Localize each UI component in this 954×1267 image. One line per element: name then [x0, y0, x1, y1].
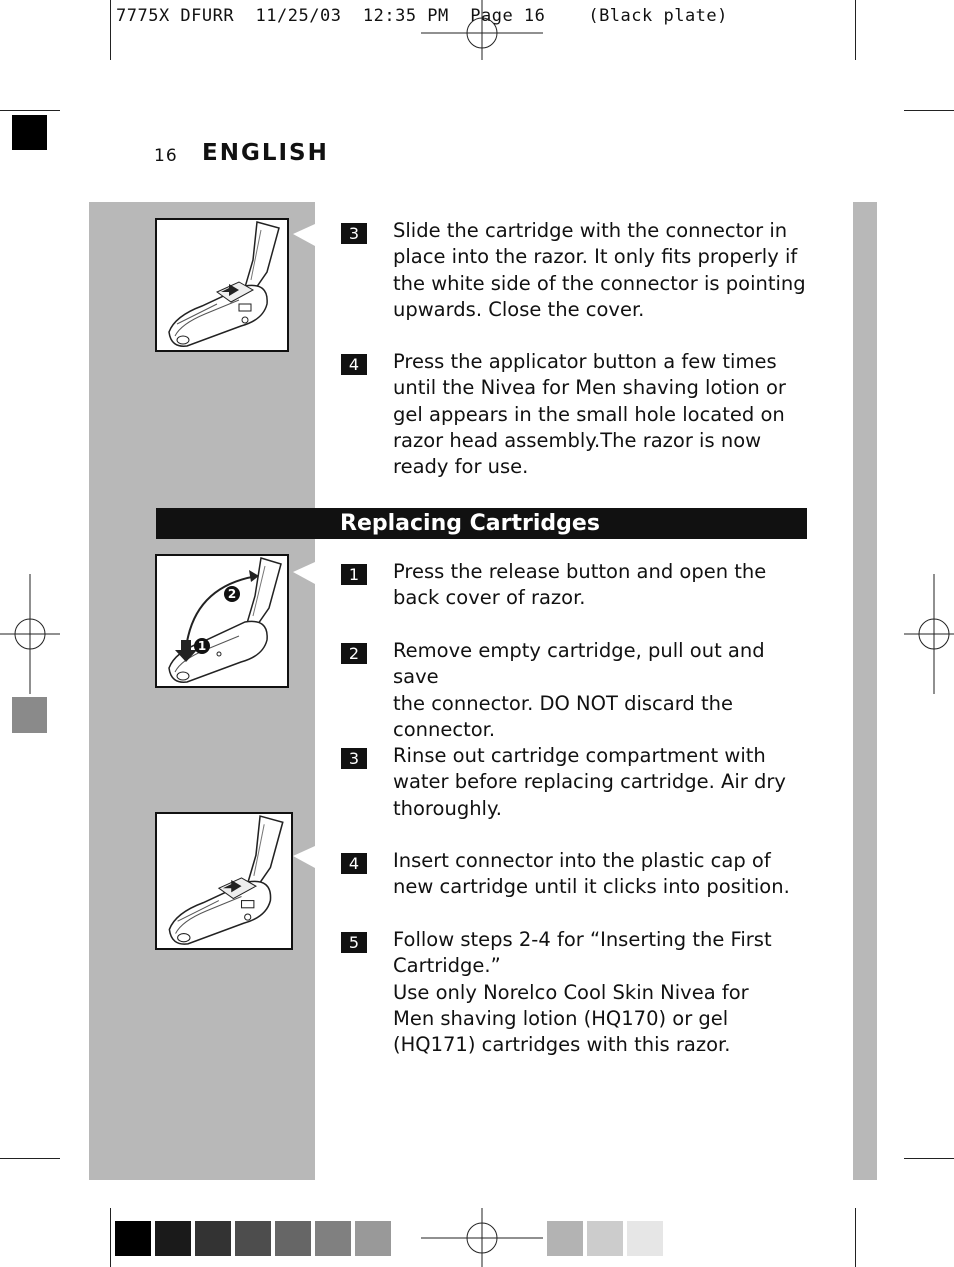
- step-line: place into the razor. It only fits properly if: [393, 245, 798, 269]
- gray-swatch: [627, 1221, 663, 1256]
- step-line: Follow steps 2-4 for “Inserting the First: [393, 928, 772, 951]
- step-line: Use only Norelco Cool Skin Nivea for: [393, 980, 749, 1004]
- gray-tone-block: [12, 697, 47, 733]
- step-text: [393, 927, 813, 1058]
- step-line: Men shaving lotion (HQ170) or gel: [393, 1006, 729, 1030]
- crop-mark: [0, 1158, 60, 1159]
- crop-mark: [110, 0, 111, 60]
- gray-swatch: [115, 1221, 151, 1256]
- step-number: 2: [341, 643, 367, 664]
- registration-mark-left: [0, 574, 60, 694]
- gray-swatch: [547, 1221, 583, 1256]
- gray-swatch: [275, 1221, 311, 1256]
- gray-swatch: [235, 1221, 271, 1256]
- step-line: back cover of razor.: [393, 586, 586, 610]
- crop-mark: [110, 1208, 111, 1267]
- step-line: (HQ171) cartridges with this razor.: [393, 1033, 731, 1057]
- step-number: 3: [341, 223, 367, 244]
- printer-slug: 7775X DFURR 11/25/03 12:35 PM Page 16 (Black plate): [116, 6, 728, 26]
- black-tone-block: [12, 115, 47, 150]
- step-text: [393, 218, 813, 323]
- step-line: the connector. DO NOT discard the: [393, 691, 733, 715]
- step-number: 3: [341, 748, 367, 769]
- crop-mark: [904, 1158, 954, 1159]
- registration-mark-top: [421, 0, 543, 60]
- step-line: Remove empty cartridge, pull out and save: [393, 639, 765, 689]
- step-line: Slide the cartridge with the connector in: [393, 219, 788, 242]
- step-line: Rinse out cartridge compartment with: [393, 744, 766, 767]
- registration-mark-bottom: [421, 1208, 543, 1267]
- crop-mark: [855, 0, 856, 60]
- step-text: [393, 743, 813, 822]
- step-text: [393, 638, 813, 743]
- callout-one: 1: [194, 638, 210, 654]
- gray-swatch: [195, 1221, 231, 1256]
- step-number: 4: [341, 354, 367, 375]
- razor-illustration-open-cover: [155, 554, 289, 688]
- language-heading: ENGLISH: [202, 140, 329, 166]
- step-text: [393, 349, 813, 480]
- crop-mark: [0, 110, 60, 111]
- step-line: razor head assembly.The razor is now: [393, 428, 762, 452]
- page-number: 16: [154, 146, 178, 166]
- step-line: thoroughly.: [393, 796, 502, 820]
- gray-swatch: [587, 1221, 623, 1256]
- crop-mark: [904, 110, 954, 111]
- right-gray-band: [853, 202, 877, 1180]
- step-number: 1: [341, 564, 367, 585]
- razor-illustration-insert-connector: [155, 812, 293, 950]
- step-line: water before replacing cartridge. Air dry: [393, 770, 786, 794]
- pointer-triangle-icon: [293, 224, 315, 246]
- step-line: Press the applicator button a few times: [393, 350, 777, 373]
- step-line: new cartridge until it clicks into position.: [393, 875, 790, 899]
- step-text: [393, 559, 813, 612]
- section-heading: Replacing Cartridges: [156, 508, 807, 539]
- step-line: upwards. Close the cover.: [393, 297, 645, 321]
- step-line: Press the release button and open the: [393, 560, 767, 583]
- step-line: ready for use.: [393, 455, 529, 479]
- callout-two: 2: [224, 586, 240, 602]
- gray-swatch: [155, 1221, 191, 1256]
- crop-mark: [855, 1208, 856, 1267]
- gray-swatch: [315, 1221, 351, 1256]
- step-number: 4: [341, 853, 367, 874]
- step-line: gel appears in the small hole located on: [393, 402, 785, 426]
- step-line: the white side of the connector is pointing: [393, 271, 806, 295]
- razor-illustration-insert-cartridge: [155, 218, 289, 352]
- step-number: 5: [341, 932, 367, 953]
- step-text: [393, 848, 813, 901]
- step-line: until the Nivea for Men shaving lotion or: [393, 376, 786, 400]
- registration-mark-right: [904, 574, 954, 694]
- pointer-triangle-icon: [293, 562, 315, 584]
- step-line: Insert connector into the plastic cap of: [393, 849, 771, 872]
- pointer-triangle-icon: [293, 846, 315, 868]
- gray-swatch: [355, 1221, 391, 1256]
- step-line: Cartridge.”: [393, 954, 501, 978]
- step-line: connector.: [393, 717, 496, 741]
